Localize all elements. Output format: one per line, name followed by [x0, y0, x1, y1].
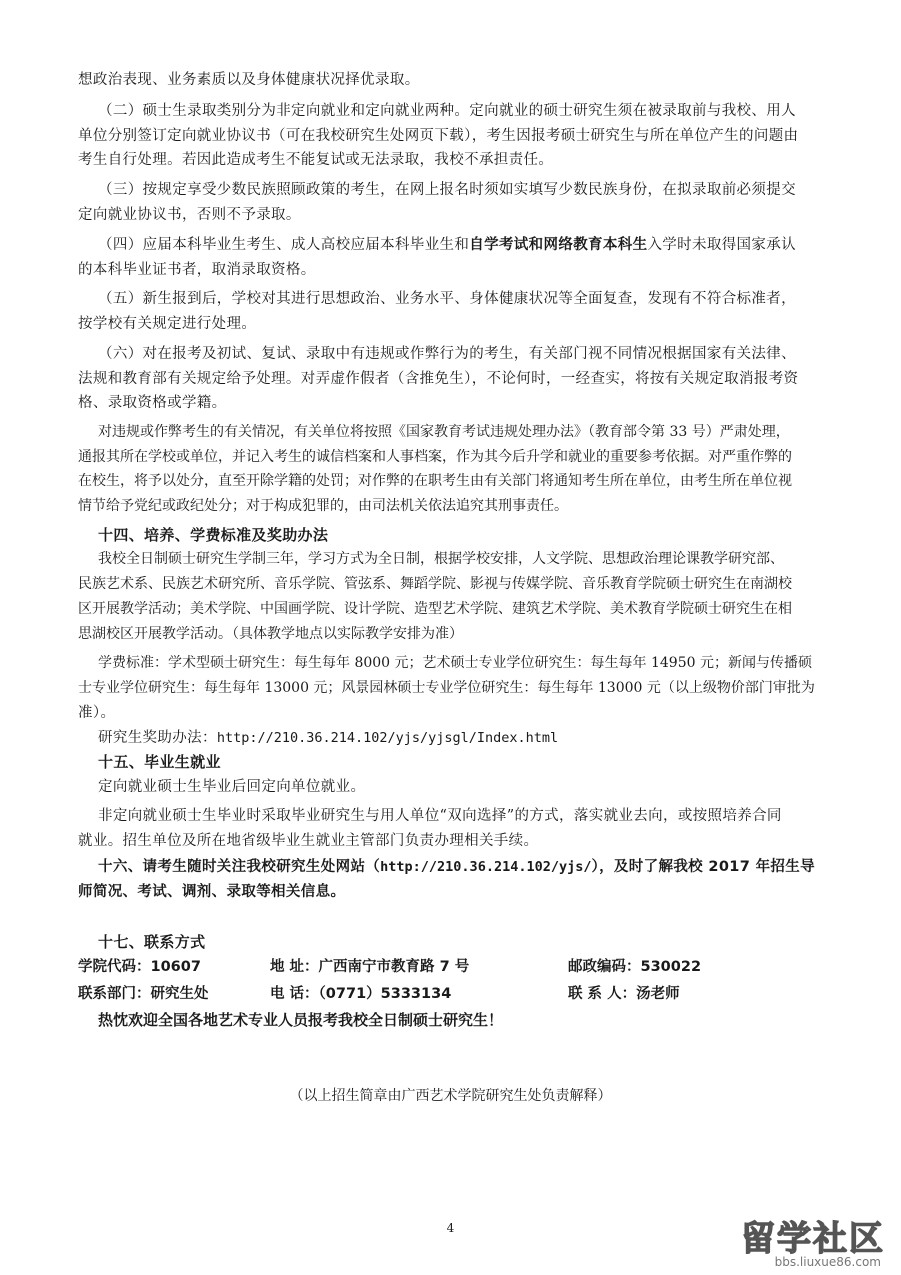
- para-line: 非定向就业硕士生毕业时采取毕业研究生与用人单位“双向选择”的方式，落实就业去向，或按照培养合同: [98, 808, 782, 824]
- para-line: 定向就业协议书，否则不予录取。: [78, 207, 301, 223]
- para-line: （二）硕士生录取类别分为非定向就业和定向就业两种。定向就业的硕士研究生须在被录取前与我校、用人: [98, 103, 796, 119]
- para-line: 就业。招生单位及所在地省级毕业生就业主管部门负责办理相关手续。: [78, 833, 539, 849]
- para-line: 按学校有关规定进行处理。: [78, 316, 257, 332]
- para-line: （三）按规定享受少数民族照顾政策的考生，在网上报名时须如实填写少数民族身份，在拟录取前必须提交: [98, 182, 796, 198]
- para-line: 情节给予党纪或政纪处分；对于构成犯罪的，由司法机关依法追究其刑事责任。: [78, 498, 568, 514]
- address: 地 址：广西南宁市教育路 7 号: [270, 959, 470, 975]
- section-heading: [98, 857, 815, 877]
- heading-text: 十六、请考生随时关注我校研究生处网站（: [98, 859, 381, 875]
- contact-department: 联系部门：研究生处: [78, 986, 209, 1002]
- para-line: 格、录取资格或学籍。: [78, 395, 227, 411]
- watermark-logo: [721, 1209, 891, 1271]
- contact-person: 联 系 人：汤老师: [568, 986, 680, 1002]
- page-number: 4: [446, 1221, 455, 1235]
- section-heading: 十五、毕业生就业: [98, 753, 221, 771]
- section-heading: 师简况、考试、调剂、录取等相关信息。: [78, 884, 346, 900]
- para-line: 考生自行处理。若因此造成考生不能复试或无法录取，我校不承担责任。: [78, 152, 554, 168]
- heading-text: ），及时了解我校 2017 年招生导: [591, 859, 815, 875]
- college-code: 学院代码：10607: [78, 959, 201, 975]
- para-line: 法规和教育部有关规定给予处理。对弄虚作假者（含推免生），不论何时，一经查实，将按有关规定取消报考资: [78, 371, 799, 387]
- section-heading: 十四、培养、学费标准及奖助办法: [98, 526, 329, 544]
- para-line: 想政治表现、业务素质以及身体健康状况择优录取。: [78, 72, 420, 88]
- para-line: 区开展教学活动；美术学院、中国画学院、设计学院、造型艺术学院、建筑艺术学院、美术教育学院硕士研究生在相: [78, 601, 792, 617]
- para-line: 在校生，将予以处分，直至开除学籍的处罚；对作弊的在职考生由有关部门将通知考生所在单位，由考生所在单位视: [78, 473, 792, 489]
- para-line: 定向就业硕士生毕业后回定向单位就业。: [98, 779, 366, 795]
- para-text: 入学时未取得国家承认: [647, 237, 796, 253]
- para-bold-text: 自学考试和网络教育本科生: [469, 237, 648, 253]
- interpretation-note: （以上招生简章由广西艺术学院研究生处负责解释）: [289, 1088, 612, 1104]
- para-line: 我校全日制硕士研究生学制三年，学习方式为全日制，根据学校安排，人文学院、思想政治理论课教学研究部、: [98, 551, 784, 567]
- para-line: （六）对在报考及初试、复试、录取中有违规或作弊行为的考生，有关部门视不同情况根据国家有关法律、: [98, 346, 796, 362]
- para-line: 对违规或作弊考生的有关情况，有关单位将按照《国家教育考试违规处理办法》（教育部令第 33 号）严肃处理，: [98, 424, 790, 440]
- para-line: 学费标准：学术型硕士研究生：每生每年 8000 元；艺术硕士专业学位研究生：每生每年 14950 元；新闻与传播硕: [98, 655, 812, 671]
- website-url[interactable]: http://210.36.214.102/yjs/: [380, 859, 592, 875]
- welcome-message: 热忱欢迎全国各地艺术专业人员报考我校全日制硕士研究生！: [98, 1011, 504, 1029]
- watermark-url: bbs.liuxue86.com: [774, 1255, 881, 1269]
- phone: 电 话：（0771）5333134: [270, 986, 452, 1002]
- para-line: [98, 235, 796, 255]
- para-text: 研究生奖助办法：: [98, 730, 217, 746]
- para-line: 民族艺术系、民族艺术研究所、音乐学院、管弦系、舞蹈学院、影视与传媒学院、音乐教育学院硕士研究生在南湖校: [78, 576, 792, 592]
- para-line: 的本科毕业证书者，取消录取资格。: [78, 262, 316, 278]
- para-text: （四）应届本科毕业生考生、成人高校应届本科毕业生和: [98, 237, 470, 253]
- para-line: 准）。: [78, 705, 116, 721]
- para-line: [98, 728, 558, 748]
- scholarship-url[interactable]: http://210.36.214.102/yjs/yjsgl/Index.html: [216, 730, 559, 746]
- para-line: 通报其所在学校或单位，并记入考生的诚信档案和人事档案，作为其今后升学和就业的重要参考依据。对严重作弊的: [78, 449, 792, 465]
- para-line: 士专业学位研究生：每生每年 13000 元；风景园林硕士专业学位研究生：每生每年 13000 元（以上级物价部门审批为: [78, 680, 815, 696]
- para-line: 思湖校区开展教学活动。（具体教学地点以实际教学安排为准）: [78, 626, 463, 642]
- watermark-text: 留学社区: [741, 1219, 885, 1259]
- para-line: 单位分别签订定向就业协议书（可在我校研究生处网页下载），考生因报考硕士研究生与所在单位产生的问题由: [78, 128, 799, 144]
- para-line: （五）新生报到后，学校对其进行思想政治、业务水平、身体健康状况等全面复查，发现有不符合标准者，: [98, 291, 796, 307]
- postcode: 邮政编码：530022: [568, 959, 702, 975]
- section-heading: 十七、联系方式: [98, 933, 206, 951]
